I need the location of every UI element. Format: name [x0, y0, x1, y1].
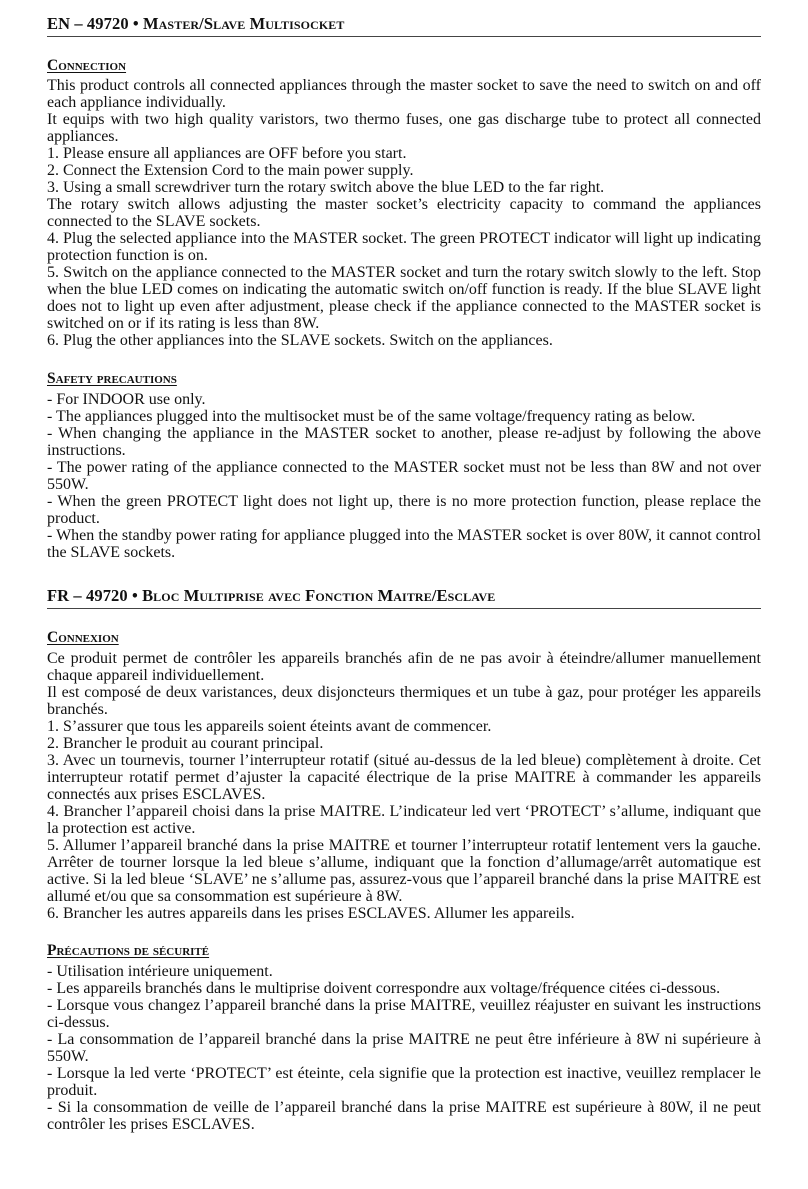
fr-safety-body — [47, 963, 761, 1133]
fr-connection-step: 2. Brancher le produit au courant principal. — [47, 735, 324, 752]
fr-connection-step: 3. Avec un tournevis, tourner l’interrupteur rotatif (situé au-dessus de la led bleue) complètement à droite. Cet interrupteur rotatif permet d’ajuster la capacité électrique de la prise MAITRE à commander les appareils connectés aux prises ESCLAVES. — [47, 752, 761, 803]
en-safety-item: - When the green PROTECT light does not light up, there is no more protection function, please replace the product. — [47, 493, 761, 527]
fr-safety-heading: Précautions de sécurité — [47, 942, 210, 959]
en-connection-heading: Connection — [47, 57, 127, 74]
en-connection-paragraph: It equips with two high quality varistors, two thermo fuses, one gas discharge tube to protect all connected appliances. — [47, 111, 761, 145]
en-safety-item: - The appliances plugged into the multisocket must be of the same voltage/frequency rating as below. — [47, 408, 696, 425]
en-connection-step: 6. Plug the other appliances into the SLAVE sockets. Switch on the appliances. — [47, 332, 553, 349]
en-connection-step: 5. Switch on the appliance connected to the MASTER socket and turn the rotary switch slowly to the left. Stop when the blue LED comes on indicating the automatic switch on/off function is ready. If the blue SLAVE light does not to light up even after adjustment, please check if the appliance connected to the MASTER socket is switched on or if its rating is less than 8W. — [47, 264, 761, 332]
en-connection-step: 3. Using a small screwdriver turn the rotary switch above the blue LED to the far right. — [47, 179, 605, 196]
en-safety-item: - The power rating of the appliance connected to the MASTER socket must not be less than 8W and not over 550W. — [47, 459, 761, 493]
fr-safety-item: - Les appareils branchés dans le multiprise doivent correspondre aux voltage/fréquence citées ci-dessous. — [47, 980, 721, 997]
en-connection-step: 2. Connect the Extension Cord to the main power supply. — [47, 162, 414, 179]
fr-connection-step: 6. Brancher les autres appareils dans les prises ESCLAVES. Allumer les appareils. — [47, 905, 575, 922]
en-connection-paragraph: This product controls all connected appliances through the master socket to save the need to switch on and off each appliance individually. — [47, 77, 761, 111]
fr-connection-paragraph: Ce produit permet de contrôler les appareils branchés afin de ne pas avoir à éteindre/allumer manuellement chaque appareil individuellement. — [47, 650, 761, 684]
fr-section-title: FR – 49720 • Bloc Multiprise avec Fonction Maitre/Esclave — [47, 586, 761, 609]
fr-safety-item: - La consommation de l’appareil branché dans la prise MAITRE ne peut être inférieure à 8W ni supérieure à 550W. — [47, 1031, 761, 1065]
en-safety-heading: Safety precautions — [47, 370, 177, 387]
en-section-title: EN – 49720 • Master/Slave Multisocket — [47, 0, 761, 37]
en-safety-item: - For INDOOR use only. — [47, 391, 206, 408]
fr-connection-paragraph: Il est composé de deux varistances, deux disjoncteurs thermiques et un tube à gaz, pour protéger les appareils branchés. — [47, 684, 761, 718]
en-connection-body — [47, 77, 761, 349]
en-connection-step: 4. Plug the selected appliance into the MASTER socket. The green PROTECT indicator will light up indicating protection function is on. — [47, 230, 761, 264]
en-safety-item: - When changing the appliance in the MASTER socket to another, please re-adjust by following the above instructions. — [47, 425, 761, 459]
fr-connection-step: 1. S’assurer que tous les appareils soient éteints avant de commencer. — [47, 718, 492, 735]
en-safety-body — [47, 391, 761, 561]
en-safety-item: - When the standby power rating for appliance plugged into the MASTER socket is over 80W, it cannot control the SLAVE sockets. — [47, 527, 761, 561]
fr-connection-step: 5. Allumer l’appareil branché dans la prise MAITRE et tourner l’interrupteur rotatif lentement vers la gauche. Arrêter de tourner lorsque la led bleue s’allume, indiquant que la fonction d’allumage/arrêt automatique est active. Si la led bleue ‘SLAVE’ ne s’allume pas, assurez-vous que l’appareil branché dans la prise MAITRE est allumé et/ou que sa consommation est supérieure à 8W. — [47, 837, 761, 905]
fr-safety-item: - Utilisation intérieure uniquement. — [47, 963, 273, 980]
fr-safety-item: - Lorsque vous changez l’appareil branché dans la prise MAITRE, veuillez réajuster en suivant les instructions ci-dessus. — [47, 997, 761, 1031]
fr-connection-heading: Connexion — [47, 629, 119, 646]
en-connection-step: 1. Please ensure all appliances are OFF before you start. — [47, 145, 407, 162]
fr-connection-step: 4. Brancher l’appareil choisi dans la prise MAITRE. L’indicateur led vert ‘PROTECT’ s’allume, indiquant que la protection est active. — [47, 803, 761, 837]
en-connection-paragraph: The rotary switch allows adjusting the master socket’s electricity capacity to command the appliances connected to the SLAVE sockets. — [47, 196, 761, 230]
fr-connection-body — [47, 650, 761, 922]
fr-safety-item: - Lorsque la led verte ‘PROTECT’ est éteinte, cela signifie que la protection est inactive, veuillez remplacer le produit. — [47, 1065, 761, 1099]
fr-safety-item: - Si la consommation de veille de l’appareil branché dans la prise MAITRE est supérieure à 80W, il ne peut contrôler les prises ESCLAVES. — [47, 1099, 761, 1133]
